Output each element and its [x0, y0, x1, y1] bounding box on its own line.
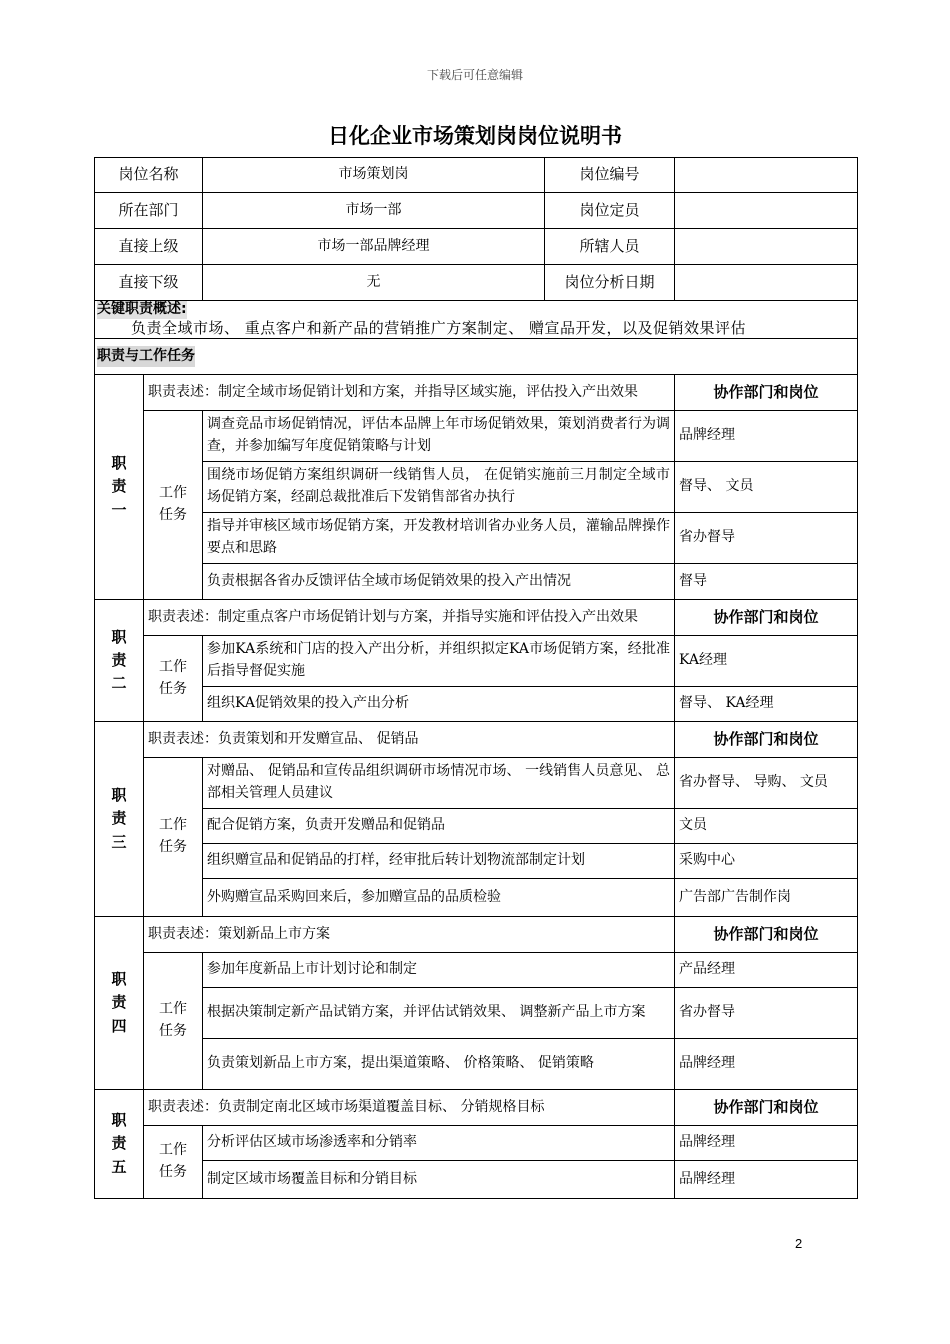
collab-department: 省办督导、 导购、 文员: [675, 758, 858, 809]
collab-heading: 协作部门和岗位: [675, 375, 858, 411]
task-text: 分析评估区域市场渗透率和分销率: [203, 1126, 675, 1161]
task-label: [144, 758, 203, 917]
info-value: [675, 193, 858, 229]
duty-description-row: [95, 722, 858, 758]
task-text: 外购赠宣品采购回来后，参加赠宣品的品质检验: [203, 879, 675, 917]
duty-description-row: [95, 600, 858, 636]
collab-department: 广告部广告制作岗: [675, 879, 858, 917]
duty-label: [95, 600, 144, 722]
info-row: [95, 265, 858, 301]
duty-label-text: 职责三: [111, 786, 127, 851]
info-value: [675, 265, 858, 301]
task-row: [95, 809, 858, 844]
task-row: [95, 411, 858, 462]
duty-label-text: 职责一: [111, 454, 127, 519]
collab-department: 省办督导: [675, 513, 858, 564]
task-text: 围绕市场促销方案组织调研一线销售人员， 在促销实施前三月制定全域市场促销方案，经副总裁批准后下发销售部省办执行: [203, 462, 675, 513]
task-text: 组织KA促销效果的投入产出分析: [203, 687, 675, 722]
duty-label: [95, 375, 144, 600]
info-label: 直接上级: [95, 229, 203, 265]
task-row: [95, 758, 858, 809]
task-text: 组织赠宣品和促销品的打样，经审批后转计划物流部制定计划: [203, 844, 675, 879]
task-text: 参加KA系统和门店的投入产出分析，并组织拟定KA市场促销方案，经批准后指导督促实施: [203, 636, 675, 687]
duty-description-row: [95, 917, 858, 953]
duty-label-text: 职责二: [111, 627, 127, 693]
document-title: 日化企业市场策划岗岗位说明书: [328, 124, 622, 148]
duty-description-row: [95, 375, 858, 411]
collab-department: 品牌经理: [675, 1039, 858, 1090]
info-row: [95, 158, 858, 193]
task-row: [95, 636, 858, 687]
task-label: [144, 636, 203, 722]
info-row: [95, 193, 858, 229]
collab-department: 督导、 KA经理: [675, 687, 858, 722]
collab-heading: 协作部门和岗位: [675, 1090, 858, 1126]
task-row: [95, 988, 858, 1039]
duty-label-text: 职责四: [111, 970, 127, 1035]
info-label: 岗位定员: [545, 193, 675, 229]
info-row: [95, 229, 858, 265]
task-label-text: 工作任务: [159, 1142, 187, 1180]
collab-department: KA经理: [675, 636, 858, 687]
info-value: 市场策划岗: [203, 158, 545, 193]
collab-heading: 协作部门和岗位: [675, 600, 858, 636]
task-row: [95, 564, 858, 600]
task-label: [144, 411, 203, 600]
info-value: 无: [203, 265, 545, 301]
duty-description: 职责表述：负责制定南北区域市场渠道覆盖目标、 分销规格目标: [144, 1090, 675, 1126]
summary-row: [95, 301, 858, 339]
task-row: [95, 1039, 858, 1090]
task-label-text: 工作任务: [159, 658, 187, 697]
duty-label-text: 职责五: [111, 1111, 127, 1176]
task-text: 负责根据各省办反馈评估全域市场促销效果的投入产出情况: [203, 564, 675, 600]
task-row: [95, 844, 858, 879]
info-label: 所辖人员: [545, 229, 675, 265]
task-text: 调查竞品市场促销情况，评估本品牌上年市场促销效果，策划消费者行为调查，并参加编写年度促销策略与计划: [203, 411, 675, 462]
info-label: 岗位编号: [545, 158, 675, 193]
duty-description: 职责表述：策划新品上市方案: [144, 917, 675, 953]
info-label: 所在部门: [95, 193, 203, 229]
summary-heading: 关键职责概述:: [97, 301, 187, 318]
task-label: [144, 1126, 203, 1199]
summary-cell: [95, 301, 858, 339]
task-row: [95, 1126, 858, 1161]
section-heading-cell: [95, 339, 858, 375]
task-text: 参加年度新品上市计划讨论和制定: [203, 953, 675, 988]
task-label-text: 工作任务: [159, 1001, 187, 1039]
collab-department: 产品经理: [675, 953, 858, 988]
duty-label: [95, 1090, 144, 1199]
info-label: 岗位分析日期: [545, 265, 675, 301]
duty-description: 职责表述：制定重点客户市场促销计划与方案，并指导实施和评估投入产出效果: [144, 600, 675, 636]
task-label-text: 工作任务: [159, 485, 187, 523]
info-value: [675, 158, 858, 193]
task-label-text: 工作任务: [159, 817, 187, 855]
task-text: 对赠品、 促销品和宣传品组织调研市场情况市场、 一线销售人员意见、 总部相关管理人员建议: [203, 758, 675, 809]
duty-description-row: [95, 1090, 858, 1126]
task-text: 根据决策制定新产品试销方案，并评估试销效果、 调整新产品上市方案: [203, 988, 675, 1039]
task-label: [144, 953, 203, 1090]
collab-department: 品牌经理: [675, 411, 858, 462]
task-row: [95, 462, 858, 513]
info-label: 直接下级: [95, 265, 203, 301]
page-number: 2: [795, 1236, 803, 1251]
duty-description: 职责表述：负责策划和开发赠宣品、 促销品: [144, 722, 675, 758]
summary-text: 负责全域市场、 重点客户和新产品的营销推广方案制定、 赠宣品开发，以及促销效果评估: [131, 318, 747, 337]
duty-label: [95, 917, 144, 1090]
collab-department: 督导、 文员: [675, 462, 858, 513]
collab-department: 督导: [675, 564, 858, 600]
task-row: [95, 513, 858, 564]
task-text: 制定区域市场覆盖目标和分销目标: [203, 1161, 675, 1199]
header-note: 下载后可任意编辑: [426, 68, 523, 82]
task-row: [95, 687, 858, 722]
info-value: [675, 229, 858, 265]
collab-department: 品牌经理: [675, 1161, 858, 1199]
info-value: 市场一部品牌经理: [203, 229, 545, 265]
job-description-table: [94, 157, 858, 1199]
collab-department: 采购中心: [675, 844, 858, 879]
duty-description: 职责表述：制定全域市场促销计划和方案，并指导区域实施，评估投入产出效果: [144, 375, 675, 411]
collab-department: 文员: [675, 809, 858, 844]
task-row: [95, 953, 858, 988]
collab-heading: 协作部门和岗位: [675, 722, 858, 758]
info-value: 市场一部: [203, 193, 545, 229]
section-heading-row: [95, 339, 858, 375]
collab-heading: 协作部门和岗位: [675, 917, 858, 953]
info-label: 岗位名称: [95, 158, 203, 193]
task-row: [95, 1161, 858, 1199]
task-text: 指导并审核区域市场促销方案，开发教材培训省办业务人员，灌输品牌操作要点和思路: [203, 513, 675, 564]
task-text: 配合促销方案，负责开发赠品和促销品: [203, 809, 675, 844]
collab-department: 品牌经理: [675, 1126, 858, 1161]
duty-label: [95, 722, 144, 917]
collab-department: 省办督导: [675, 988, 858, 1039]
section-heading: 职责与工作任务: [97, 346, 195, 368]
task-row: [95, 879, 858, 917]
task-text: 负责策划新品上市方案，提出渠道策略、 价格策略、 促销策略: [203, 1039, 675, 1090]
